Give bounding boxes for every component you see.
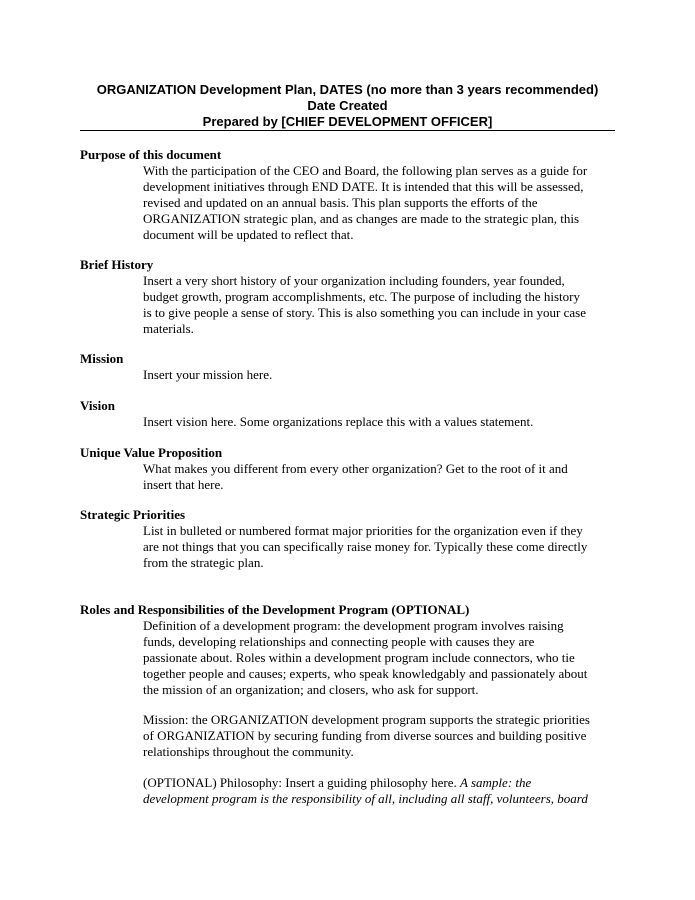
purpose-body <box>143 163 613 243</box>
body-line: of ORGANIZATION by securing funding from diverse sources and building positive <box>143 728 587 743</box>
body-line: Mission: the ORGANIZATION development program supports the strategic priorities <box>143 712 590 727</box>
body-line: Definition of a development program: the development program involves raising <box>143 618 564 633</box>
roles-heading: Roles and Responsibilities of the Development Program (OPTIONAL) <box>80 602 470 617</box>
body-line <box>143 775 613 791</box>
uvp-heading: Unique Value Proposition <box>80 445 223 460</box>
vision-heading: Vision <box>80 398 115 413</box>
body-line: is to give people a sense of story. This is also something you can include in your case <box>143 305 586 320</box>
mission-body <box>143 367 613 383</box>
document-title <box>80 82 615 130</box>
purpose-heading: Purpose of this document <box>80 147 222 162</box>
body-line: are not things that you can specifically raise money for. Typically these come directly <box>143 539 588 554</box>
roles-para-3 <box>143 775 613 807</box>
title-line-1: ORGANIZATION Development Plan, DATES (no more than 3 years recommended) <box>96 82 599 97</box>
body-line: revised and updated on an annual basis. This plan supports the efforts of the <box>143 195 538 210</box>
roles-para-1 <box>143 618 613 698</box>
priorities-heading: Strategic Priorities <box>80 507 186 522</box>
body-line: passionate about. Roles within a development program include connectors, who tie <box>143 650 575 665</box>
body-line: budget growth, program accomplishments, etc. The purpose of including the history <box>143 289 580 304</box>
title-divider <box>80 130 615 131</box>
body-line: insert that here. <box>143 477 224 492</box>
body-line: List in bulleted or numbered format major priorities for the organization even if they <box>143 523 583 538</box>
title-line-2: Date Created <box>307 98 388 113</box>
vision-body <box>143 414 613 430</box>
sample-italic-text: A sample: the <box>460 775 532 790</box>
roles-para-2 <box>143 712 613 760</box>
body-line: funds, developing relationships and connecting people with causes they are <box>143 634 535 649</box>
body-line: Insert a very short history of your organization including founders, year founded, <box>143 273 565 288</box>
title-line-3: Prepared by [CHIEF DEVELOPMENT OFFICER] <box>202 114 493 129</box>
body-line: from the strategic plan. <box>143 555 264 570</box>
body-line: relationships throughout the community. <box>143 744 354 759</box>
body-line <box>143 791 613 807</box>
uvp-body <box>143 461 613 493</box>
body-line: materials. <box>143 321 194 336</box>
history-heading: Brief History <box>80 257 154 272</box>
history-body <box>143 273 613 337</box>
philosophy-text: (OPTIONAL) Philosophy: Insert a guiding philosophy here. <box>143 775 461 790</box>
body-line: ORGANIZATION strategic plan, and as changes are made to the strategic plan, this <box>143 211 580 226</box>
body-line: What makes you different from every other organization? Get to the root of it and <box>143 461 568 476</box>
body-line: document will be updated to reflect that. <box>143 227 354 242</box>
priorities-body <box>143 523 613 571</box>
body-line: Insert vision here. Some organizations replace this with a values statement. <box>143 414 534 429</box>
body-line: development initiatives through END DATE. It is intended that this will be assessed, <box>143 179 584 194</box>
body-line: Insert your mission here. <box>143 367 273 382</box>
body-line: together people and causes; experts, who speak knowledgably and passionately about <box>143 666 588 681</box>
body-line: the mission of an organization; and closers, who ask for support. <box>143 682 479 697</box>
sample-italic-text: development program is the responsibility of all, including all staff, volunteers, board <box>143 791 588 806</box>
mission-heading: Mission <box>80 351 124 366</box>
body-line: With the participation of the CEO and Board, the following plan serves as a guide for <box>143 163 588 178</box>
